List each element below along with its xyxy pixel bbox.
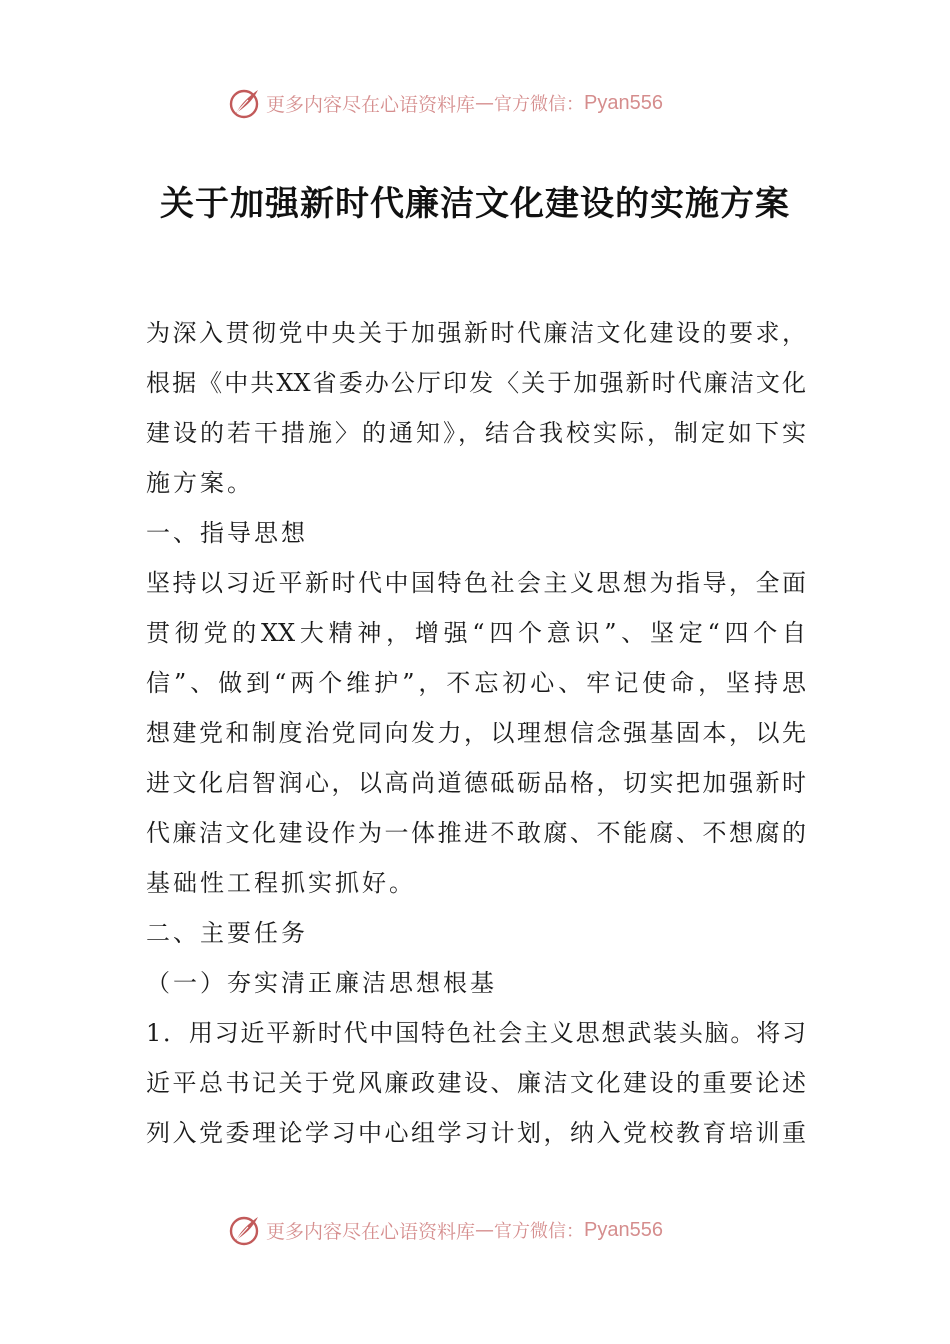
watermark-footer bbox=[228, 1210, 663, 1250]
watermark-header bbox=[228, 83, 663, 123]
watermark-text: 更多内容尽在心语资料库 bbox=[266, 93, 476, 116]
body-line: 进文化启智润心，以高尚道德砥砺品格，切实把加强新时 bbox=[146, 769, 806, 797]
subsection-heading: （一）夯实清正廉洁思想根基 bbox=[146, 969, 497, 997]
body-line: 建设的若干措施〉的通知》，结合我校实际，制定如下实 bbox=[146, 419, 806, 447]
body-line: 1．用习近平新时代中国特色社会主义思想武装头脑。将习 bbox=[146, 1019, 806, 1047]
body-line: 坚持以习近平新时代中国特色社会主义思想为指导，全面 bbox=[146, 569, 806, 597]
quill-logo-icon bbox=[228, 1213, 262, 1247]
watermark-wechat-id: Pyan556 bbox=[584, 1218, 663, 1241]
body-line: 信”、做到“两个维护”，不忘初心、牢记使命，坚持思 bbox=[146, 669, 806, 697]
watermark-text: 更多内容尽在心语资料库 bbox=[266, 1220, 476, 1243]
watermark-wechat-id: Pyan556 bbox=[584, 91, 663, 114]
quill-logo-icon bbox=[228, 86, 262, 120]
section-heading-guiding-thought: 一、指导思想 bbox=[146, 519, 308, 547]
body-line: 根据《中共XX省委办公厅印发〈关于加强新时代廉洁文化 bbox=[146, 369, 806, 397]
body-line: 施方案。 bbox=[146, 469, 254, 497]
watermark-dash: — bbox=[475, 1219, 495, 1241]
watermark-dash: — bbox=[475, 92, 495, 114]
watermark-wechat-label: 官方微信： bbox=[494, 94, 585, 115]
body-line: 想建党和制度治党同向发力，以理想信念强基固本，以先 bbox=[146, 719, 806, 747]
body-line: 贯彻党的XX大精神，增强“四个意识”、坚定“四个自 bbox=[146, 619, 806, 647]
body-line: 代廉洁文化建设作为一体推进不敢腐、不能腐、不想腐的 bbox=[146, 819, 806, 847]
body-line: 为深入贯彻党中央关于加强新时代廉洁文化建设的要求， bbox=[146, 319, 806, 347]
document-title: 关于加强新时代廉洁文化建设的实施方案 bbox=[160, 184, 790, 224]
section-heading-main-tasks: 二、主要任务 bbox=[146, 919, 308, 947]
watermark-wechat-label: 官方微信： bbox=[494, 1221, 585, 1242]
body-line: 列入党委理论学习中心组学习计划，纳入党校教育培训重 bbox=[146, 1119, 806, 1147]
document-body bbox=[146, 308, 806, 1158]
body-line: 基础性工程抓实抓好。 bbox=[146, 869, 416, 897]
body-line: 近平总书记关于党风廉政建设、廉洁文化建设的重要论述 bbox=[146, 1069, 806, 1097]
